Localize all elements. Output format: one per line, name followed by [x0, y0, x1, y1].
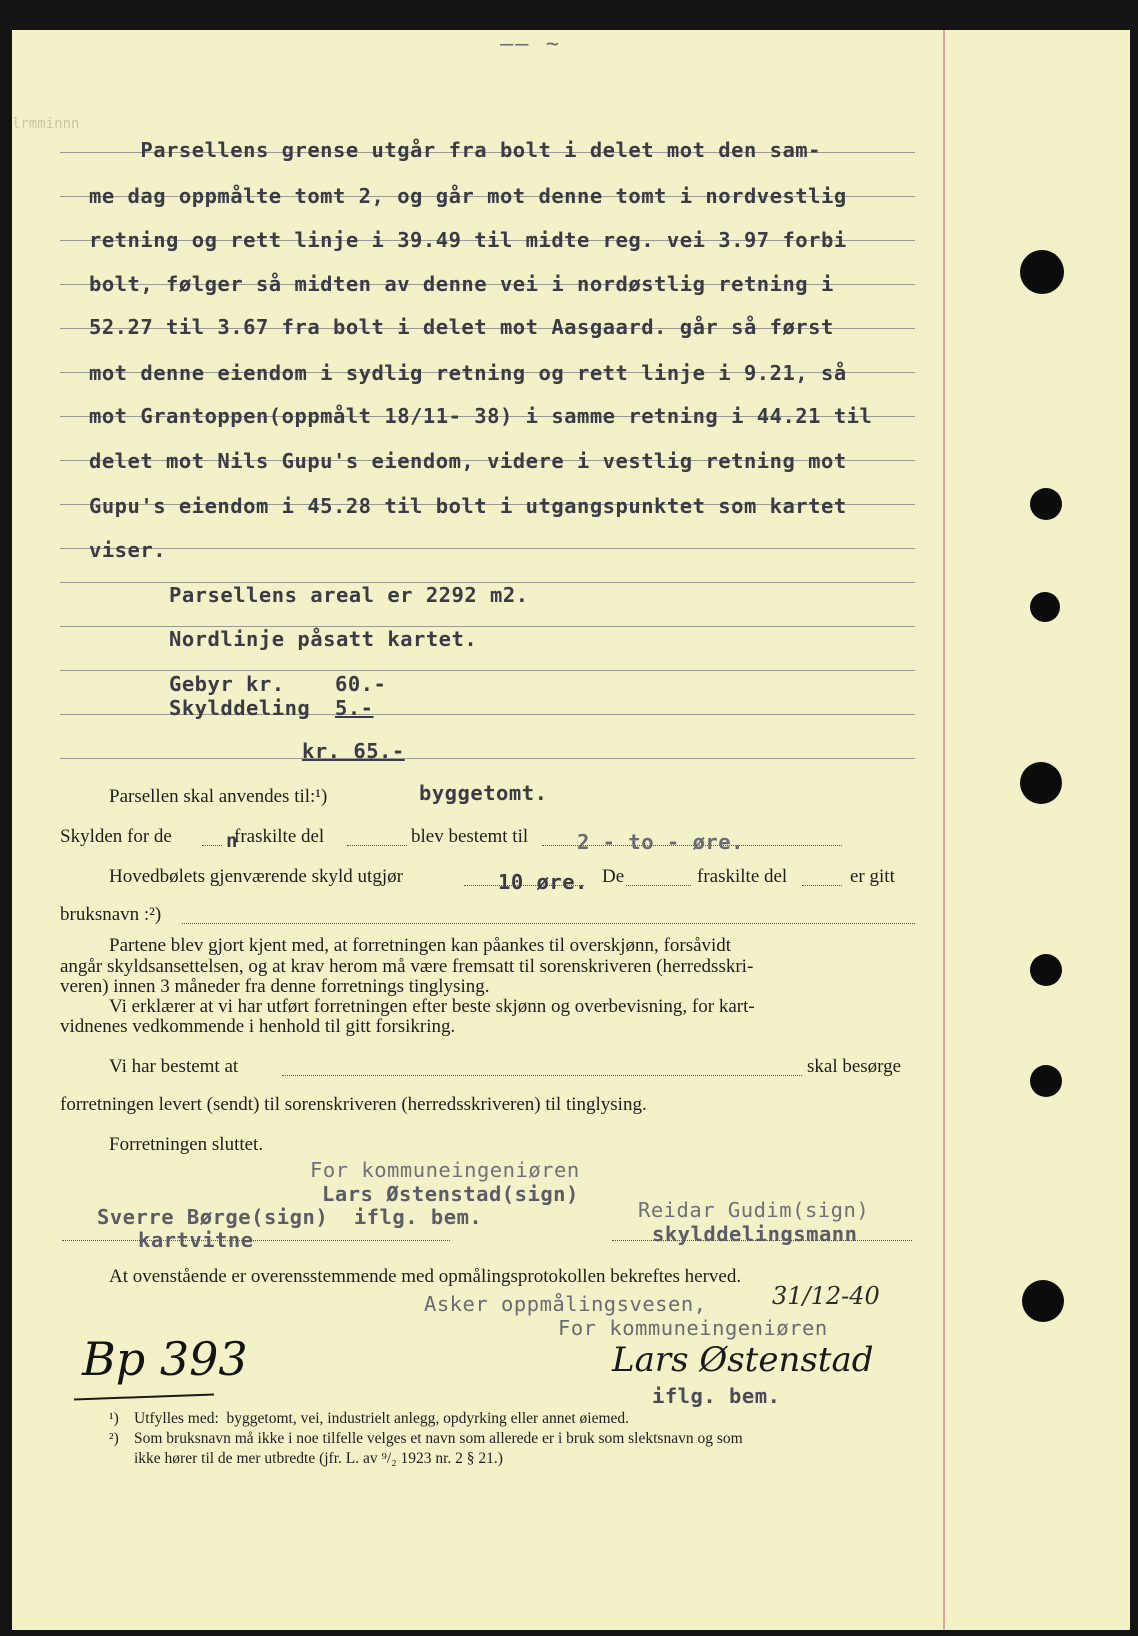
signature-line [62, 1240, 450, 1241]
reidar-signature: Reidar Gudim(sign) [638, 1198, 870, 1222]
typed-line: Gupu's eiendom i 45.28 til bolt i utgangspunktet som kartet [89, 494, 847, 518]
skyld-n: n [226, 830, 238, 852]
handwritten-signature: Lars Østenstad [612, 1340, 874, 1380]
partene-line: angår skyldsansettelsen, og at krav herom må være fremsatt til sorenskriveren (herredsskri- [60, 956, 754, 977]
sverre-signature: Sverre Børge(sign) iflg. bem. [97, 1205, 483, 1229]
rule [60, 670, 915, 671]
dotted-line [202, 845, 222, 846]
document-page [12, 30, 1130, 1630]
footnote-1-mark: ¹) [109, 1410, 119, 1427]
skyld-text-c: blev bestemt til [411, 826, 529, 847]
typed-line: bolt, følger så midten av denne vei i nordøstlig retning i [89, 272, 834, 296]
dotted-line [802, 885, 842, 886]
skyld-value: 2 - to - øre. [577, 830, 744, 854]
skylddelingsmann-label: skylddelingsmann [652, 1222, 858, 1246]
area-line: Parsellens areal er 2292 m2. [169, 583, 529, 607]
stamp-date: 31/12-40 [772, 1282, 880, 1310]
margin-note-underline [74, 1394, 214, 1401]
certify-line: At ovenstående er overensstemmende med opmålingsprotokollen bekreftes herved. [109, 1266, 742, 1287]
skyld-label: Skylddeling [169, 696, 311, 720]
footnote-2-mark: ²) [109, 1430, 119, 1447]
margin-note: Bp 393 [82, 1332, 248, 1386]
hoved-value: 10 øre. [498, 870, 588, 894]
bestemt-text-a: Vi har bestemt at [109, 1056, 239, 1077]
punch-hole [1030, 488, 1062, 520]
skyld-text-b: fraskilte del [234, 826, 325, 847]
for-kommuneingenioren: For kommuneingeniøren [310, 1158, 580, 1182]
footnote-2: Som bruksnavn må ikke i noe tilfelle velges et navn som allerede er i bruk som slektsnavn og som [134, 1430, 743, 1447]
typed-line: me dag oppmålte tomt 2, og går mot denne tomt i nordvestlig [89, 184, 847, 208]
erklaerer-line: vidnenes vedkommende i henhold til gitt forsikring. [60, 1016, 456, 1037]
margin-line [943, 30, 945, 1630]
rule [60, 548, 915, 549]
dotted-line [282, 1075, 802, 1076]
hoved-text-c: fraskilte del [697, 866, 788, 887]
sluttet-line: Forretningen sluttet. [109, 1134, 264, 1155]
bruksnavn-label: bruksnavn :²) [60, 904, 162, 925]
skyld-text-a: Skylden for de [60, 826, 172, 847]
skyld-value: 5.- [335, 696, 374, 720]
typed-line: mot Grantoppen(oppmålt 18/11- 38) i samme retning i 44.21 til [89, 404, 873, 428]
stamp-line: For kommuneingeniøren [558, 1316, 828, 1340]
punch-hole [1030, 1065, 1062, 1097]
header-mark: –– ~ [500, 32, 561, 57]
partene-line: Partene blev gjort kjent med, at forretningen kan påankes til overskjønn, forsåvidt [109, 935, 732, 956]
dotted-line [182, 923, 915, 924]
fees-total: kr. 65.- [302, 739, 405, 763]
bestemt-text-b: skal besørge [807, 1056, 902, 1077]
gebyr-value: 60.- [335, 672, 387, 696]
typed-line: mot denne eiendom i sydlig retning og rett linje i 9.21, så [89, 361, 847, 385]
signature-line [612, 1240, 912, 1241]
lars-signature: Lars Østenstad(sign) [322, 1182, 579, 1206]
dotted-line [626, 885, 691, 886]
typed-line: retning og rett linje i 39.49 til midte reg. vei 3.97 forbi [89, 228, 847, 252]
partene-line: veren) innen 3 måneder fra denne forretnings tinglysing. [60, 976, 490, 997]
gebyr-label: Gebyr kr. [169, 672, 285, 696]
use-value: byggetomt. [419, 781, 548, 805]
typed-line: Parsellens grense utgår fra bolt i delet mot den sam- [89, 138, 821, 162]
hoved-text-d: er gitt [850, 866, 895, 887]
punch-hole [1020, 250, 1064, 294]
stamp-iflg: iflg. bem. [652, 1384, 781, 1408]
ghost-text: lrmminnn [12, 116, 80, 132]
punch-hole [1030, 592, 1060, 622]
hoved-text-b: De [602, 866, 625, 887]
punch-hole [1030, 954, 1062, 986]
stamp-line: Asker oppmålingsvesen, [424, 1292, 707, 1316]
rule [60, 758, 915, 759]
dotted-line [347, 845, 407, 846]
punch-hole [1022, 1280, 1064, 1322]
kartvitne-label: kartvitne [138, 1228, 254, 1252]
footnote-2-continued: ikke hører til de mer utbredte (jfr. L. av ⁹/₂ 1923 nr. 2 § 21.) [134, 1450, 503, 1467]
footnote-1: Utfylles med: byggetomt, vei, industrielt anlegg, opdyrking eller annet øiemed. [134, 1410, 630, 1427]
typed-line: delet mot Nils Gupu's eiendom, videre i vestlig retning mot [89, 449, 847, 473]
hoved-text-a: Hovedbølets gjenværende skyld utgjør [109, 866, 403, 887]
erklaerer-line: Vi erklærer at vi har utført forretningen efter beste skjønn og overbevisning, for kart- [109, 996, 755, 1017]
levert-line: forretningen levert (sendt) til sorenskriveren (herredsskriveren) til tinglysing. [60, 1094, 647, 1115]
typed-line: 52.27 til 3.67 fra bolt i delet mot Aasgaard. går så først [89, 315, 834, 339]
use-label: Parsellen skal anvendes til:¹) [109, 786, 328, 807]
typed-line: viser. [89, 538, 167, 562]
punch-hole [1020, 762, 1062, 804]
north-line: Nordlinje påsatt kartet. [169, 627, 478, 651]
